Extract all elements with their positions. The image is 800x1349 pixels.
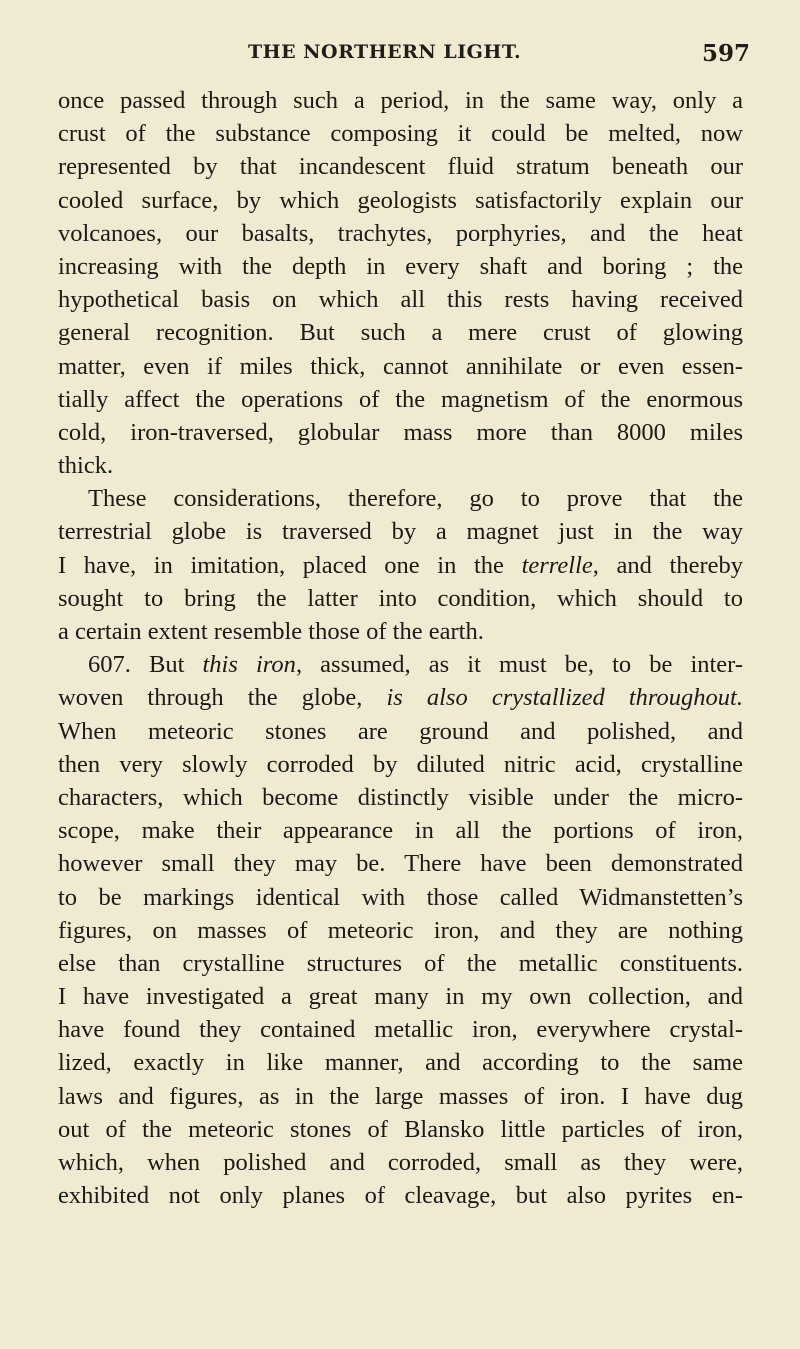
running-head	[50, 22, 750, 72]
text-line: to be markings identical with those called Widmanstetten’s	[58, 883, 743, 911]
text-line: matter, even if miles thick, cannot annihilate or even essen-	[58, 352, 743, 380]
italic-span: is also crystallized throughout.	[386, 684, 743, 712]
italic-span: this iron	[202, 651, 296, 679]
text-line-mixed	[58, 681, 743, 714]
text-line: represented by that incandescent fluid stratum beneath our	[58, 153, 743, 181]
text-line: crust of the substance composing it could be melted, now	[58, 120, 743, 148]
text-line-mixed	[58, 648, 743, 681]
text-line: tially affect the operations of the magnetism of the enormous	[58, 385, 743, 413]
text-span: I have, in imitation, placed one in the	[58, 551, 504, 579]
italic-span: terrelle	[521, 551, 593, 579]
text-line: increasing with the depth in every shaft and boring ; the	[58, 252, 743, 280]
text-line: then very slowly corroded by diluted nitric acid, crystalline	[58, 750, 743, 778]
text-line: which, when polished and corroded, small as they were,	[58, 1149, 743, 1176]
text-line: out of the meteoric stones of Blansko little particles of iron,	[58, 1115, 743, 1143]
text-span: , assumed, as it must be, to be inter-	[295, 651, 743, 679]
text-line: lized, exactly in like manner, and according to the same	[58, 1049, 743, 1077]
text-line: cooled surface, by which geologists satisfactorily explain our	[58, 186, 743, 214]
text-line: terrestrial globe is traversed by a magnet just in the way	[58, 518, 743, 546]
text-line: characters, which become distinctly visible under the micro-	[58, 783, 743, 811]
text-line: When meteoric stones are ground and polished, and	[58, 717, 743, 745]
text-span: woven through the globe,	[58, 684, 363, 712]
text-line: once passed through such a period, in the same way, only a	[58, 87, 743, 114]
section-number: 607.	[88, 651, 131, 679]
text-line: have found they contained metallic iron, everywhere crystal-	[58, 1016, 743, 1044]
page-number: 597	[701, 40, 750, 67]
text-line: scope, make their appearance in all the portions of iron,	[58, 817, 743, 845]
text-line: cold, iron-traversed, globular mass more than 8000 miles	[58, 418, 743, 446]
text-line: I have investigated a great many in my own collection, and	[58, 983, 743, 1011]
text-span: , and thereby	[592, 551, 743, 579]
text-line-mixed	[58, 549, 743, 582]
text-line: however small they may be. There have been demonstrated	[58, 850, 743, 878]
text-line: laws and figures, as in the large masses of iron. I have dug	[58, 1082, 743, 1110]
text-line: exhibited not only planes of cleavage, but also pyrites en-	[58, 1182, 743, 1210]
text-line: figures, on masses of meteoric iron, and they are nothing	[58, 916, 743, 944]
running-title: THE NORTHERN LIGHT.	[248, 41, 522, 63]
text-line: general recognition. But such a mere crust of glowing	[58, 319, 743, 347]
text-line: These considerations, therefore, go to prove that the	[88, 485, 743, 513]
text-line: else than crystalline structures of the metallic constituents.	[58, 949, 743, 977]
text-line: hypothetical basis on which all this rests having received	[58, 286, 743, 314]
text-line: thick.	[58, 452, 114, 480]
text-span: But	[148, 651, 185, 679]
text-line: volcanoes, our basalts, trachytes, porphyries, and the heat	[58, 219, 743, 247]
text-line: sought to bring the latter into condition, which should to	[58, 584, 743, 612]
text-line: a certain extent resemble those of the earth.	[58, 618, 484, 645]
body-text	[58, 84, 743, 1212]
